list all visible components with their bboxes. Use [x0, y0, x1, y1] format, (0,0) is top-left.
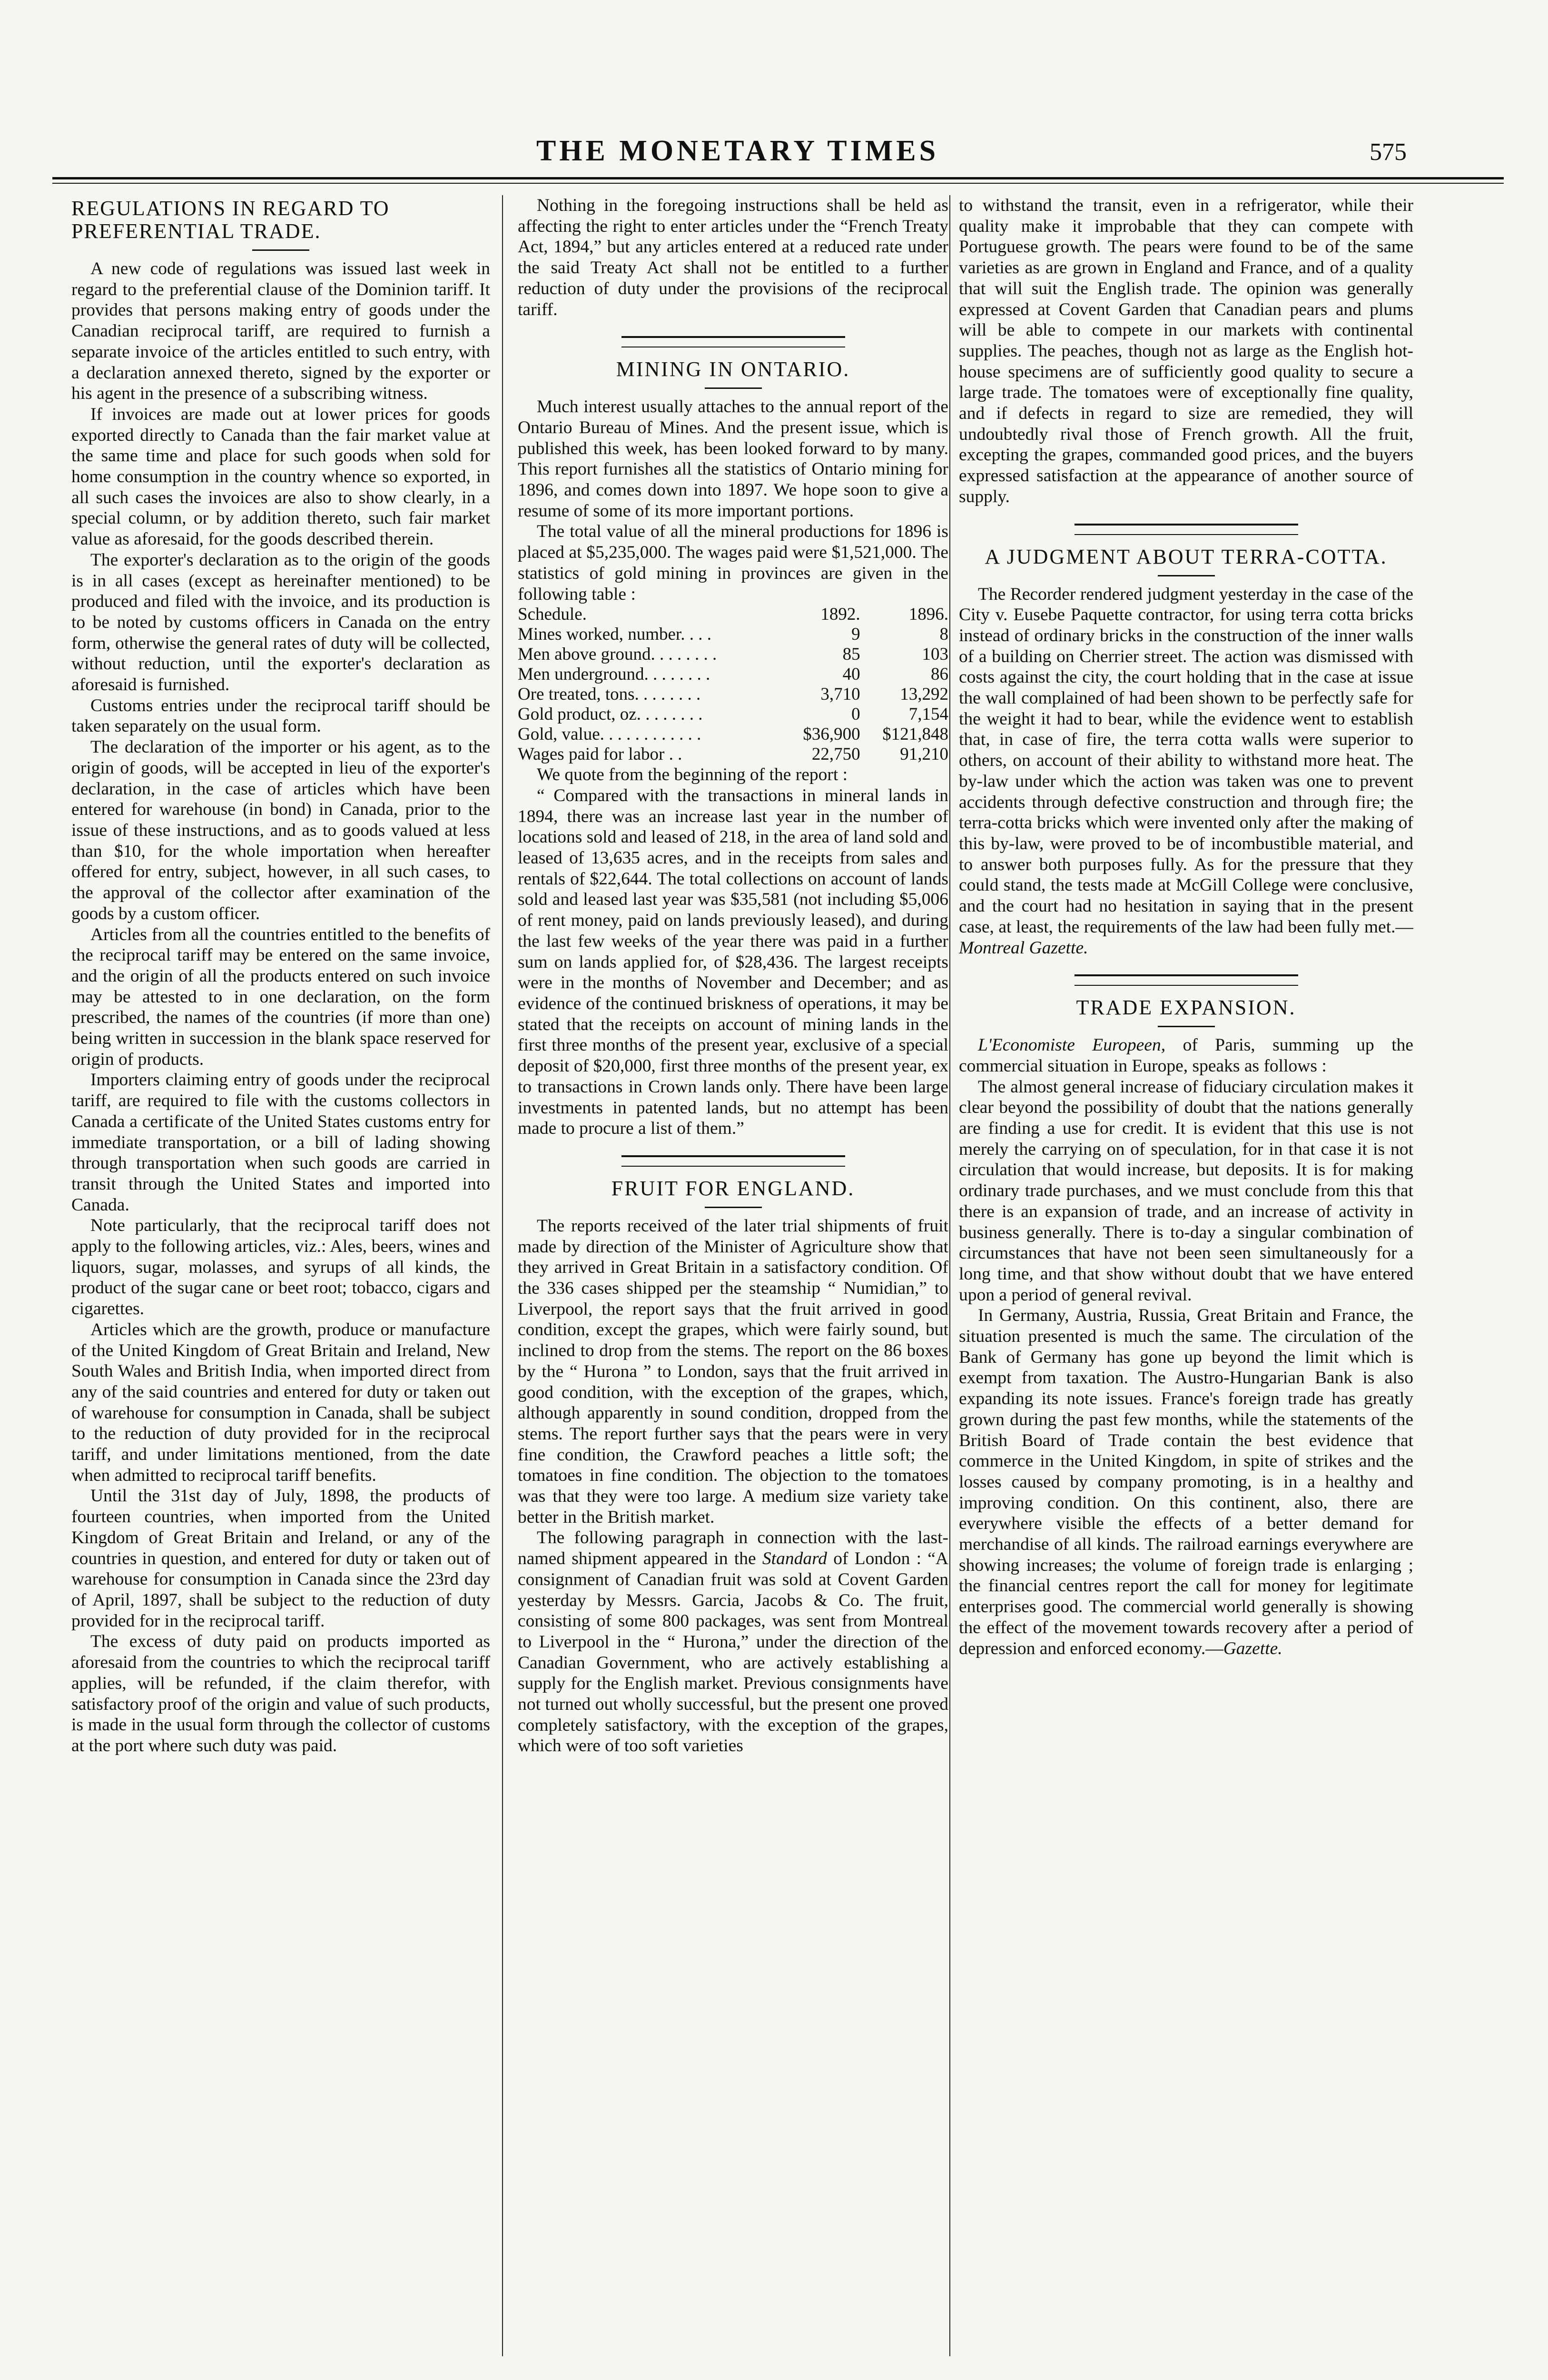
paragraph — [518, 1527, 948, 1756]
article-title-fruit: FRUIT FOR ENGLAND. — [611, 1176, 855, 1200]
text-run: The Recorder rendered judgment yesterday in the case of the City v. Eusebe Paquette contractor, for using terra cotta bricks instead of ordinary bricks in the construction of the inner walls of a building on Cherrier street. The action was dismissed with costs against the city, the court holding that in the case at issue the wall complained of had been shown to be perfectly safe for the weight it had to bear, while the evidence went to establish that, in case of fire, the terra cotta walls were superior to others, on account of their ability to withstand more heat. The by-law under which the action was taken was one to prevent accidents through defective construction and through fire; the terra-cotta bricks which were invented only after the making of this by-law, were proved to be of incombustible material, and to answer both purposes fully. As for the pressure that they could stand, the tests made at McGill College were conclusive, and the court had no hesitation in saying that in the present case, at least, the requirements of the law had been fully met.— — [959, 584, 1413, 937]
paragraph: The exporter's declaration as to the origin of the goods is in all cases (except as hereinafter mentioned) to be produced and filed with the invoice, and its production is to be noted by customs officers in Canada on the entry form, otherwise the general rates of duty will be collected, without reduction, until the exporter's declaration as aforesaid is furnished. — [71, 550, 490, 695]
table-cell: $36,900 — [803, 724, 860, 744]
table-cell: 0 — [851, 704, 860, 724]
paragraph: Articles which are the growth, produce or manufacture of the United Kingdom of Great Britain and Ireland, New South Wales and British India, when imported direct from any of the said countries and entered for duty or taken out of warehouse for consumption in Canada, shall be subject to the reduction of duty provided for in the reciprocal tariff, and under limitations mentioned, from the date when admitted to reciprocal tariff benefits. — [71, 1319, 490, 1485]
table-cell: Men underground. . . . . . . . — [518, 664, 710, 684]
table-cell: Ore treated, tons. . . . . . . . — [518, 684, 701, 704]
table-cell: Gold, value. . . . . . . . . . . . — [518, 724, 701, 744]
article-title-regulations: REGULATIONS IN REGARD TO PREFERENTIAL TRADE. — [71, 197, 390, 243]
table-cell: 40 — [842, 664, 860, 684]
section-rule-thin — [1075, 985, 1298, 986]
column-rule-left — [502, 195, 503, 2356]
source-credit: Montreal Gazette. — [959, 938, 1088, 958]
paragraph: A new code of regulations was issued last week in regard to the preferential clause of the Dominion tariff. It provides that persons making entry of goods under the Canadian reciprocal tariff, are required to furnish a separate invoice of the articles entitled to such entry, with a declaration annexed thereto, signed by the exporter or his agent in the presence of a subscribing witness. — [71, 259, 490, 404]
paragraph: The excess of duty paid on products imported as aforesaid from the countries to which the reciprocal tariff applies, will be refunded, if the claim therefor, with satisfactory proof of the origin and value of such products, is made in the usual form through the collector of customs at the port where such duty was paid. — [71, 1632, 490, 1755]
paragraph: The reports received of the later trial shipments of fruit made by direction of the Minister of Agriculture show that they arrived in Great Britain in a satisfactory condition. Of the 336 cases shipped per the steamship “ Numidian,” to Liverpool, the report says that the fruit arrived in good condition, except the grapes, which were fairly sound, but inclined to drop from the stems. The report on the 86 boxes by the “ Hurona ” to London, says that the fruit arrived in good condition, with the exception of the grapes, which, although apparently in sound condition, dropped from the stems. The report further says that the pears were in very fine condition, the Crawford peaches a little soft; the tomatoes in fine condition. The objection to the tomatoes was that they were too large. A medium size variety take better in the British market. — [518, 1216, 948, 1527]
paragraph: If invoices are made out at lower prices for goods exported directly to Canada than the fair market value at the same time and place for such goods when sold for home consumption in the country whence so exported, in all such cases the invoices are also to show clearly, in a special column, or by addition thereto, such fair market value as aforesaid, for the goods described therein. — [71, 404, 490, 549]
table-row — [518, 664, 948, 684]
paragraph: Note particularly, that the reciprocal tariff does not apply to the following articles, viz.: Ales, beers, wines and liquors, sugar, molasses, and syrups of all kinds, the product of the sugar cane or beet root; tobacco, cigars and cigarettes. — [71, 1216, 490, 1319]
paragraph: Customs entries under the reciprocal tariff should be taken separately on the usual form. — [71, 695, 490, 736]
table-cell: Gold product, oz. . . . . . . . — [518, 704, 703, 724]
paragraph: The almost general increase of fiduciary circulation makes it clear beyond the possibility of doubt that the nations generally are finding a use for credit. It is evident that this use is not merely the carrying on of speculation, for in that case it is not circulation that would increase, but deposits. It is for making ordinary trade purchases, and we must conclude from this that there is an expansion of trade, and an increase of activity in business generally. There is to-day a singular combination of circumstances that have not been seen simultaneously for a long time, and that show without doubt that we have entered upon a period of general revival. — [959, 1077, 1413, 1305]
title-rule — [1158, 575, 1215, 576]
section-rule — [621, 1155, 845, 1157]
text-run: The following paragraph in connection with the last-named shipment appeared in the — [518, 1528, 948, 1569]
table-row — [518, 645, 948, 664]
header-rule-thin — [52, 183, 1504, 184]
paragraph — [959, 584, 1413, 959]
paragraph: Until the 31st day of July, 1898, the products of fourteen countries, when imported from the United Kingdom of Great Britain and Ireland, or any of the countries in question, and entered for duty or taken out of warehouse for consumption in Canada since the 23rd day of April, 1897, shall be subject to the reduction of duty provided for in the reciprocal tariff. — [71, 1486, 490, 1631]
table-row — [518, 684, 948, 704]
paragraph: Much interest usually attaches to the annual report of the Ontario Bureau of Mines. And the present issue, which is published this week, has been looked forward to by many. This report furnishes all the statistics of Ontario mining for 1896, and comes down into 1897. We hope soon to give a resume of some of its more important portions. — [518, 397, 948, 521]
table-cell: 22,750 — [811, 744, 860, 764]
publication-name: L'Economiste Europeen, — [978, 1035, 1166, 1055]
table-cell: 13,292 — [900, 684, 948, 704]
table-cell: 8 — [939, 625, 948, 645]
table-row — [518, 744, 948, 764]
table-header-cell: Schedule. — [518, 605, 587, 625]
paragraph: The total value of all the mineral productions for 1896 is placed at $5,235,000. The wages paid were $1,521,000. The statistics of gold mining in provinces are given in the following table : — [518, 522, 948, 604]
table-header-row — [518, 605, 948, 625]
paragraph: Nothing in the foregoing instructions shall be held as affecting the right to enter articles under the “French Treaty Act, 1894,” but any articles entered at a reduced rate under the said Treaty Act shall not be entitled to a further reduction of duty under the provisions of the reciprocal tariff. — [518, 196, 948, 319]
text-run: of Paris, summing up the commercial situation in Europe, speaks as follows : — [959, 1035, 1413, 1076]
paragraph: Importers claiming entry of goods under the reciprocal tariff, are required to file with the customs collectors in Canada a certificate of the United States customs entry for immediate transportation, or a bill of lading showing through transportation when such goods are carried in transit through the United States and imported into Canada. — [71, 1070, 490, 1215]
table-row — [518, 625, 948, 645]
table-header-cell: 1892. — [820, 605, 860, 625]
quote-paragraph: “ Compared with the transactions in mineral lands in 1894, there was an increase last year in the number of locations sold and leased of 218, in the area of land sold and leased of 13,635 acres, and in the receipts from sales and rentals of $22,644. The total collections on account of lands sold and leased last year was $35,581 (not including $5,006 of rent money, paid on lands previously leased), and during the last few weeks of the year there was paid in a further sum on lands applied for, of $28,436. The largest receipts were in the months of November and December; and as evidence of the continued briskness of operations, it may be stated that the receipts on account of mining lands in the first three months of the present year, exclusive of a special deposit of $20,000, first three months of the present year, ex to transactions in Crown lands only. There have been large investments in patented lands, but no attempt has been made to procure a list of them.” — [518, 785, 948, 1139]
paragraph-continued: to withstand the transit, even in a refrigerator, while their quality make it improbable that they can compete with Portuguese growth. The pears were found to be of the same varieties as are grown in England and France, and of a quality that will suit the English trade. The opinion was generally expressed at Covent Garden that Canadian pears and plums will be able to compete in our markets with continental supplies. The peaches, though not as large as the English hot-house specimens are of sufficiently good quality to secure a large trade. The tomatoes were of exceptionally fine quality, and if defects in regard to size are remedied, they will undoubtedly rival those of French growth. All the fruit, excepting the grapes, commanded good prices, and the buyers expressed satisfaction at the appearance of another source of supply. — [959, 196, 1413, 506]
source-credit: Gazette. — [1223, 1638, 1282, 1658]
section-rule — [1075, 974, 1298, 976]
article-title-trade: TRADE EXPANSION. — [1076, 996, 1296, 1020]
section-rule-thin — [1075, 534, 1298, 535]
table-cell: 86 — [931, 664, 948, 684]
paragraph — [959, 1035, 1413, 1076]
title-rule — [705, 387, 762, 389]
table-row — [518, 704, 948, 724]
column-3 — [959, 195, 1413, 2366]
text-run: In Germany, Austria, Russia, Great Britain and France, the situation presented is much the same. The circulation of the Bank of Germany has gone up beyond the limit which is exempt from taxation. The Austro-Hungarian Bank is also expanding its note issues. France's foreign trade has greatly grown during the past few months, while the statements of the British Board of Trade contain the best evidence that commerce in the United Kingdom, in spite of strikes and the losses caused by company promoting, is in a healthy and improving condition. On this continent, also, there are everywhere visible the effects of a better demand for merchandise of all kinds. The railroad earnings everywhere are showing increases; the volume of foreign trade is enlarging ; the financial centres report the call for money for legitimate enterprises good. The commercial world generally is showing the effect of the movement towards recovery after a period of depression and enforced economy.— — [959, 1306, 1413, 1658]
newspaper-name: Standard — [762, 1549, 828, 1569]
gold-mining-table — [518, 605, 948, 764]
table-cell: 91,210 — [900, 744, 948, 764]
table-cell: Mines worked, number. . . . — [518, 625, 711, 645]
paragraph: We quote from the beginning of the report : — [537, 765, 848, 785]
table-cell: 85 — [842, 645, 860, 664]
title-rule — [705, 1207, 762, 1208]
table-header-cell: 1896. — [908, 605, 948, 625]
table-cell: 7,154 — [908, 704, 948, 724]
table-cell: $121,848 — [882, 724, 948, 744]
column-rule-right — [949, 195, 950, 2356]
table-cell: 103 — [922, 645, 948, 664]
title-rule — [1158, 1026, 1215, 1027]
article-title-mining: MINING IN ONTARIO. — [616, 357, 850, 381]
masthead: THE MONETARY TIMES — [536, 135, 939, 167]
table-row — [518, 724, 948, 744]
section-rule — [1075, 524, 1298, 526]
section-rule — [621, 336, 845, 338]
column-1 — [71, 195, 490, 2366]
section-rule-thin — [621, 1166, 845, 1167]
table-cell: 9 — [851, 625, 860, 645]
paragraph: The declaration of the importer or his agent, as to the origin of goods, will be accepted in lieu of the exporter's declaration, in the case of articles which have been entered for warehouse (in bond) in Canada, prior to the issue of these instructions, and as to goods valued at less than $10, for the whole importation when hereafter offered for entry, subject, however, in all such cases, to the approval of the collector after examination of the goods by a custom officer. — [71, 737, 490, 923]
article-title-judgment: A JUDGMENT ABOUT TERRA-COTTA. — [985, 545, 1388, 568]
column-2 — [518, 195, 948, 2366]
table-cell: 3,710 — [820, 684, 860, 704]
table-cell: Men above ground. . . . . . . . — [518, 645, 717, 664]
paragraph: Articles from all the countries entitled to the benefits of the reciprocal tariff may be entered on the same invoice, and the origin of all the products entered on such invoice may be attested to in one declaration, on the form prescribed, the names of the countries (if more than one) being written in succession in the blank space reserved for origin of products. — [71, 924, 490, 1069]
header-rule — [52, 177, 1504, 179]
text-run: of London : “A consignment of Canadian fruit was sold at Covent Garden yesterday by Messrs. Garcia, Jacobs & Co. The fruit, consisting of some 800 packages, was sent from Montreal to Liverpool in the “ Hurona,” under the direction of the Canadian Government, who are actively establishing a supply for the English market. Previous consignments have not turned out wholly successful, but the present one proved completely satisfactory, with the exception of the grapes, which were of too soft varieties — [518, 1549, 948, 1756]
page-number: 575 — [1370, 139, 1407, 166]
paragraph — [959, 1305, 1413, 1659]
table-cell: Wages paid for labor . . — [518, 744, 682, 764]
title-rule — [252, 249, 309, 251]
